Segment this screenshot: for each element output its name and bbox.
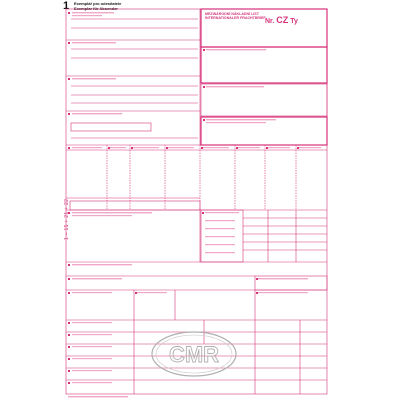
reservations-box	[201, 117, 327, 145]
dangerous-goods-class-row	[70, 201, 200, 210]
document-title-cz: MEZINÁRODNÍ NÁKLADNÍ LIST	[205, 12, 259, 16]
copy-designation-cz: Exemplář pro odesílatele	[74, 1, 122, 6]
successive-carriers-box	[201, 84, 327, 116]
watermark-text: CMR	[168, 342, 220, 367]
cmr-watermark-logo	[150, 330, 238, 378]
country-code: CZ	[276, 15, 289, 25]
carrier-box	[201, 47, 327, 83]
document-number-label: Nr.	[265, 18, 275, 25]
copy-designation-de: Exemplar für Absender	[74, 6, 118, 11]
document-title-de: INTERNATIONALER FRACHTBRIEF	[205, 16, 266, 21]
document-suffix: Ty	[290, 18, 298, 25]
copy-number: 1	[63, 0, 70, 12]
document-number	[265, 15, 298, 25]
side-field-numbers: 1 – 15 + 21 + 22	[64, 198, 70, 240]
attached-documents-line	[71, 123, 151, 131]
